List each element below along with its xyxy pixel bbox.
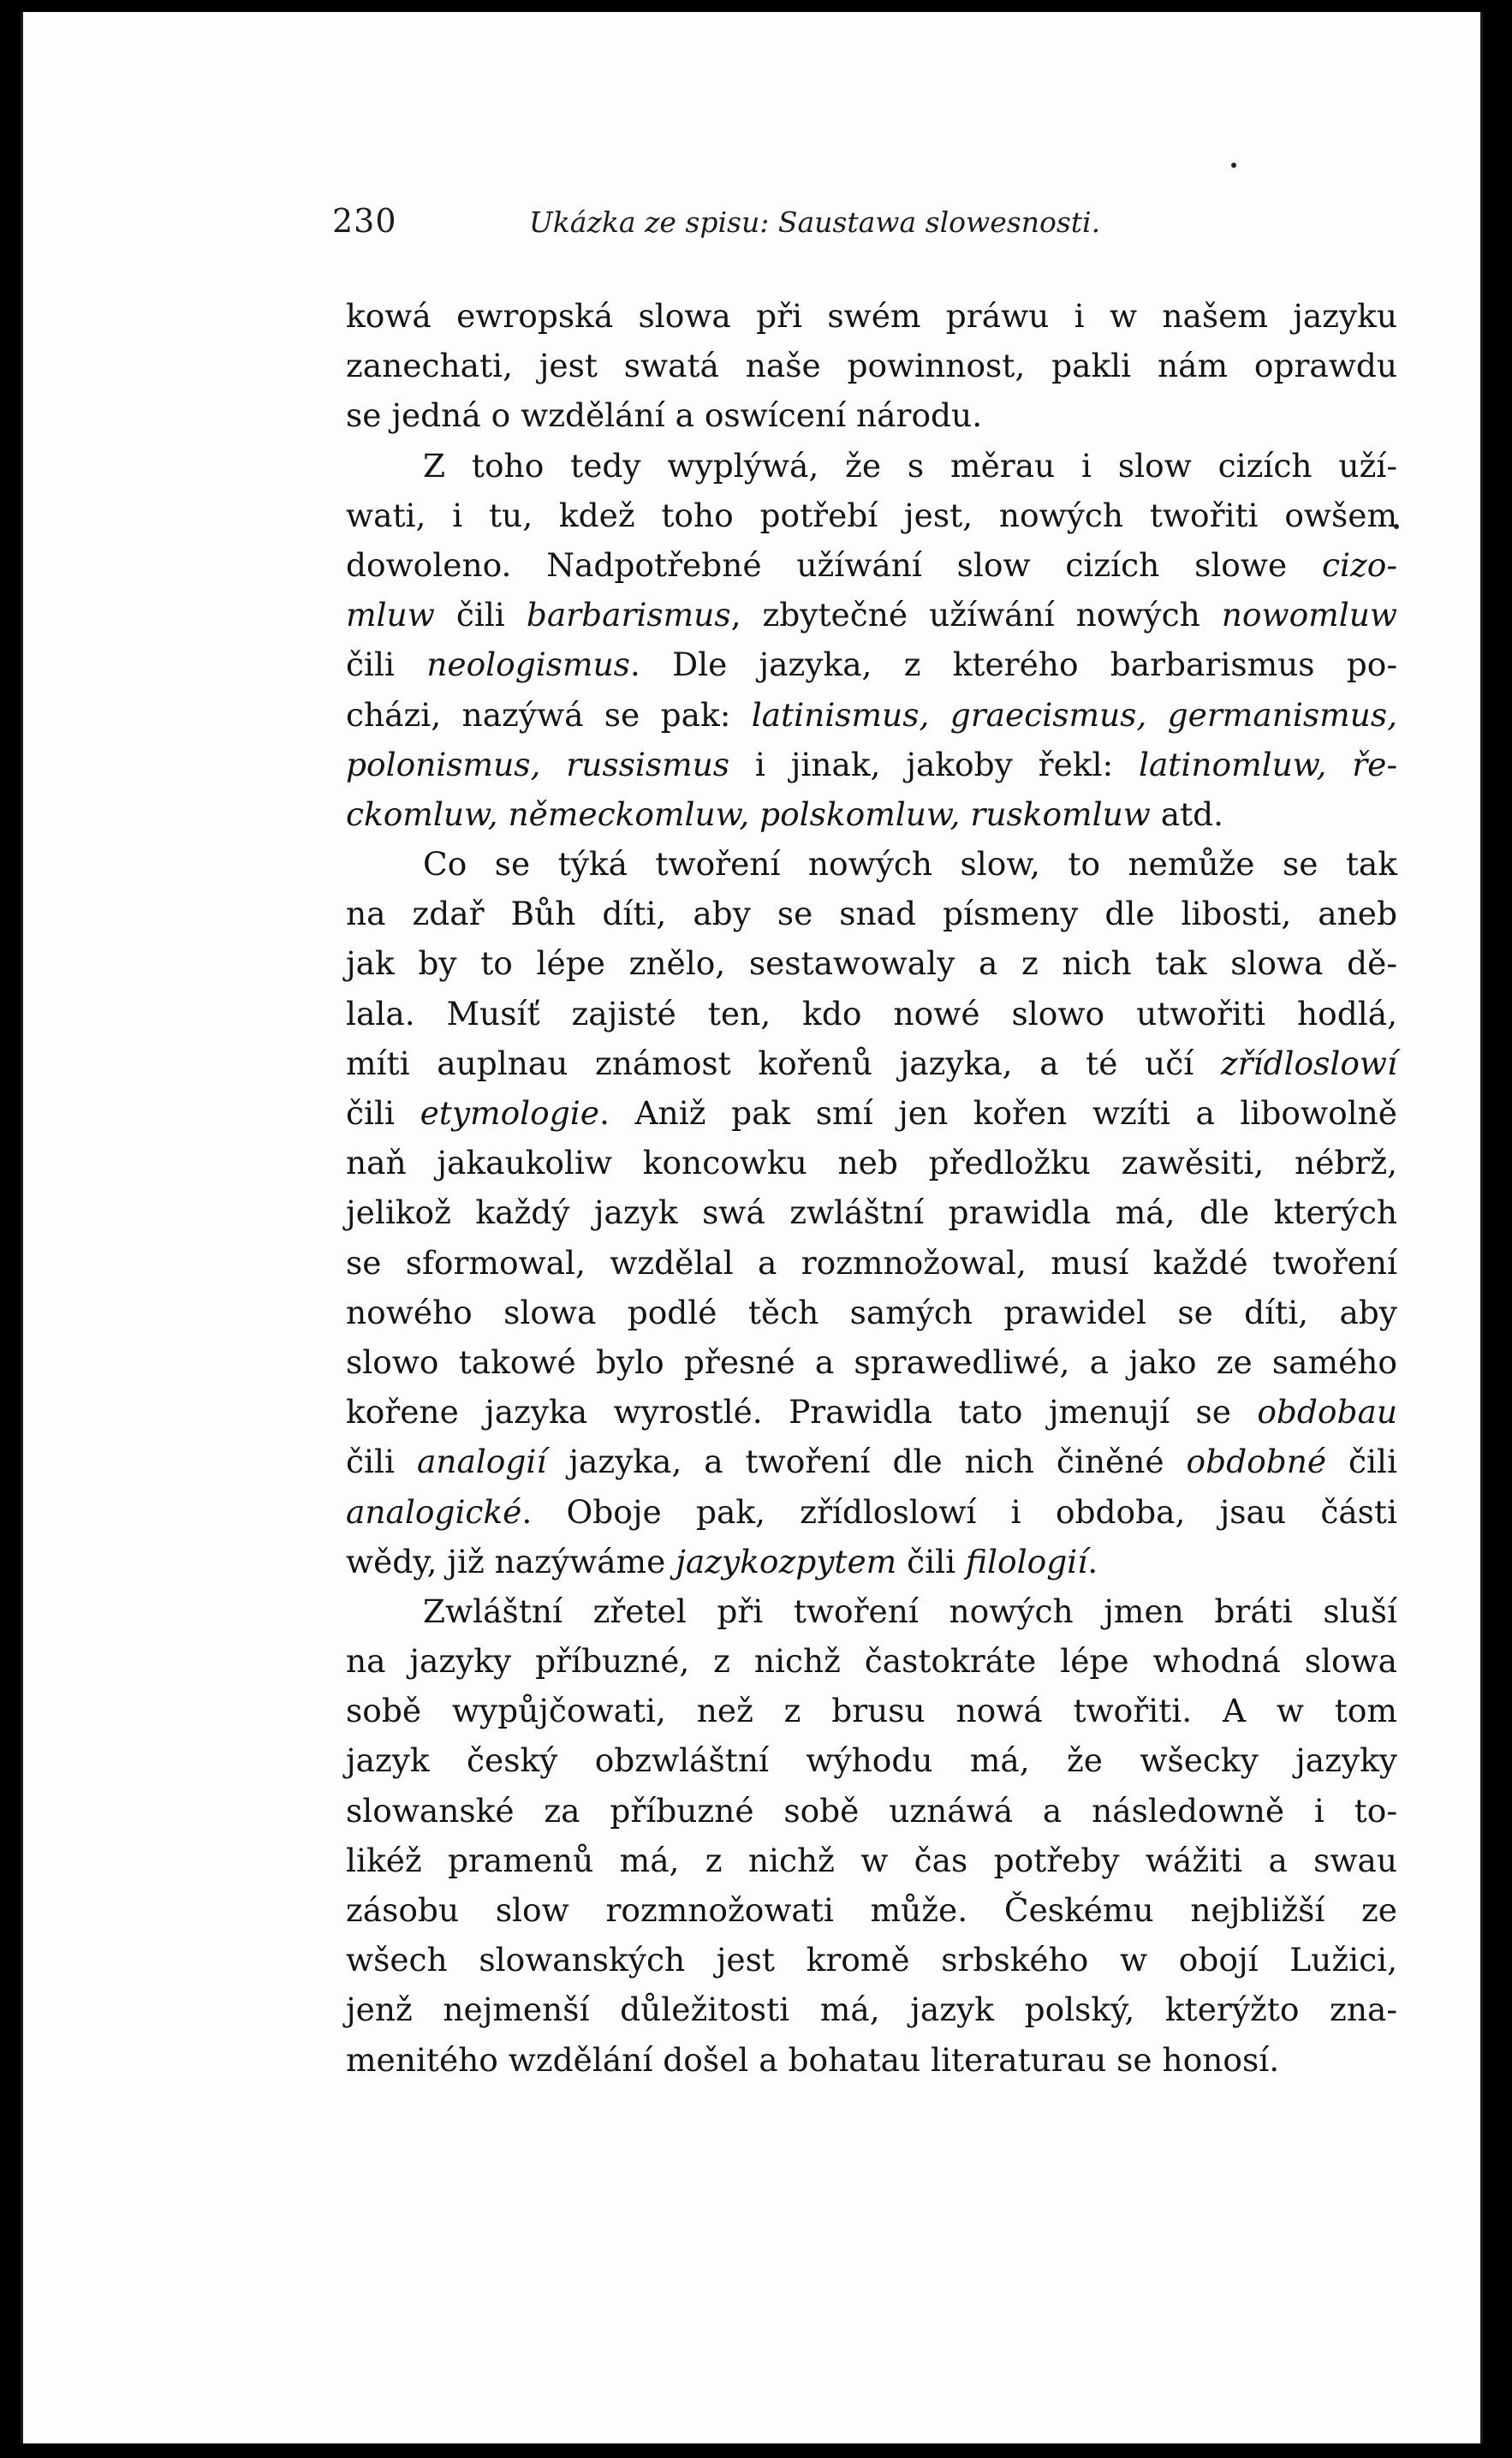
text-line [346,1288,1397,1337]
text-segment: jelikož každý jazyk swá zwláštní prawidla má, dle kterých [346,1193,1397,1232]
ink-speck [1231,163,1236,168]
text-line [346,540,1397,590]
text-line [346,1487,1397,1537]
text-segment: atd. [1150,795,1224,833]
text-segment: . [1087,1542,1098,1580]
italic-term: obdobau [1257,1393,1397,1431]
text-line [346,640,1397,689]
text-segment: čili [346,1094,420,1132]
page-number: 230 [332,202,397,240]
text-line [346,1985,1397,2034]
italic-term: cizo- [1321,545,1397,584]
text-segment: dowoleno. Nadpotřebné užíwání slow cizích slowe [346,545,1322,584]
italic-term: polonismus, russismus [346,745,730,783]
text-segment: Zwláštní zřetel při twoření nowých jmen bráti sluší [423,1592,1397,1630]
text-segment: na zdař Bůh díti, aby se snad písmeny dle libosti, aneb [346,895,1397,933]
text-segment: čili [1326,1443,1397,1481]
text-segment: čili [346,1443,417,1481]
text-segment: . Dle jazyka, z kterého barbarismus po- [629,646,1398,684]
text-segment: , zbytečné užíwání nowých [730,596,1222,634]
text-line [346,1636,1397,1686]
text-segment: jazyka, a twoření dle nich činěné [546,1443,1187,1481]
text-segment: lala. Musíť zajisté ten, kdo nowé slowo utwořiti hodlá, [346,994,1397,1033]
text-line [346,441,1397,491]
italic-term: jazykozpytem [676,1542,897,1580]
italic-term: barbarismus [526,596,731,634]
running-title: Ukázka ze spisu: Saustawa slowesnosti. [529,205,1101,239]
text-line [346,1586,1397,1636]
page-right-edge [1480,12,1483,2443]
text-line [346,1138,1397,1187]
italic-term: filologií [966,1542,1088,1580]
text-segment: čili [896,1542,967,1580]
page-left-edge [21,12,23,2443]
text-line [346,938,1397,988]
text-line [346,1238,1397,1288]
text-segment: naň jakaukoliw koncowku neb předložku zawěsiti, nébrž, [346,1144,1397,1182]
text-line [346,1437,1397,1486]
text-line [346,789,1397,839]
text-line [346,1088,1397,1138]
text-segment: jenž nejmenší důležitosti má, jazyk polský, kterýžto zna- [346,1991,1397,2029]
text-line [346,740,1397,789]
text-segment: nowého slowa podlé těch samých prawidel se díti, aby [346,1293,1397,1331]
text-segment: kowá ewropská slowa při swém práwu i w našem jazyku [346,297,1397,335]
text-segment: Co se týká twoření nowých slow, to nemůže se tak [423,845,1397,884]
text-line [346,1337,1397,1387]
text-segment: slowo takowé bylo přesné a sprawedliwé, a jako ze samého [346,1342,1397,1381]
text-segment: wati, i tu, kdež toho potřebí jest, nowých twořiti owšem [346,496,1397,534]
body-text [346,291,1397,2085]
text-line [346,1537,1397,1586]
text-segment: likéž pramenů má, z nichž w čas potřeby wážiti a swau [346,1841,1397,1879]
text-segment: míti auplnau známost kořenů jazyka, a té učí [346,1044,1221,1082]
italic-term: analogické [346,1492,522,1531]
text-segment: zásobu slow rozmnožowati může. Českému nejbližší ze [346,1891,1397,1929]
italic-term: ckomluw, německomluw, polskomluw, ruskomluw [346,795,1151,833]
text-segment: menitého wzdělání došel a bohatau literaturau se honosí. [346,2040,1280,2079]
text-line [346,1935,1397,1985]
text-segment: slowanské za příbuzné sobě uznáwá a následowně i to- [346,1791,1397,1830]
text-segment: jak by to lépe znělo, sestawowaly a z nich tak slowa dě- [346,944,1397,983]
text-segment: cházi, nazýwá se pak: [346,695,752,734]
italic-term: analogií [416,1443,547,1481]
text-segment: se sformowal, wzdělal a rozmnožowal, musí každé twoření [346,1243,1397,1282]
text-line [346,1387,1397,1437]
italic-term: latinismus, graecismus, germanismus, [751,695,1397,734]
text-segment: i jinak, jakoby řekl: [729,745,1139,783]
text-line [346,889,1397,938]
text-line [346,1885,1397,1935]
text-line [346,590,1397,640]
text-segment: wědy, již nazýwáme [346,1542,676,1580]
text-line [346,989,1397,1039]
italic-term: zřídloslowí [1220,1044,1397,1082]
text-segment: kořene jazyka wyrostlé. Prawidla tato jmenují se [346,1393,1258,1431]
text-line [346,1039,1397,1088]
text-line [346,1686,1397,1735]
text-line [346,341,1397,390]
italic-term: mluw [346,596,435,634]
text-segment: . Aniž pak smí jen kořen wzíti a libowolně [598,1094,1397,1132]
text-segment: se jedná o wzdělání a oswícení národu. [346,396,983,435]
italic-term: neologismus [426,646,630,684]
italic-term: etymologie [420,1094,599,1132]
text-line [346,390,1397,440]
text-segment: zanechati, jest swatá naše powinnost, pakli nám oprawdu [346,347,1397,385]
text-segment: . Oboje pak, zřídloslowí i obdoba, jsau části [521,1492,1397,1531]
italic-term: obdobné [1186,1443,1327,1481]
text-segment: na jazyky příbuzné, z nichž častokráte lépe whodná slowa [346,1642,1397,1681]
text-segment: čili [434,596,527,634]
text-line [346,1786,1397,1836]
text-segment: čili [346,646,427,684]
text-line [346,291,1397,341]
text-segment: jazyk český obzwláštní wýhodu má, že wšecky jazyky [346,1741,1397,1780]
italic-term: nowomluw [1221,596,1397,634]
text-line [346,491,1397,540]
text-line [346,1836,1397,1885]
text-line [346,1187,1397,1237]
italic-term: latinomluw, ře- [1138,745,1397,783]
text-segment: wšech slowanských jest kromě srbského w obojí Lužici, [346,1941,1397,1979]
text-segment: sobě wypůjčowati, než z brusu nowá twořiti. A w tom [346,1692,1397,1730]
text-line [346,839,1397,889]
text-line [346,2035,1397,2085]
text-segment: Z toho tedy wyplýwá, že s měrau i slow cizích uží- [423,446,1397,485]
running-head [332,199,1394,250]
text-line [346,690,1397,740]
text-line [346,1735,1397,1785]
